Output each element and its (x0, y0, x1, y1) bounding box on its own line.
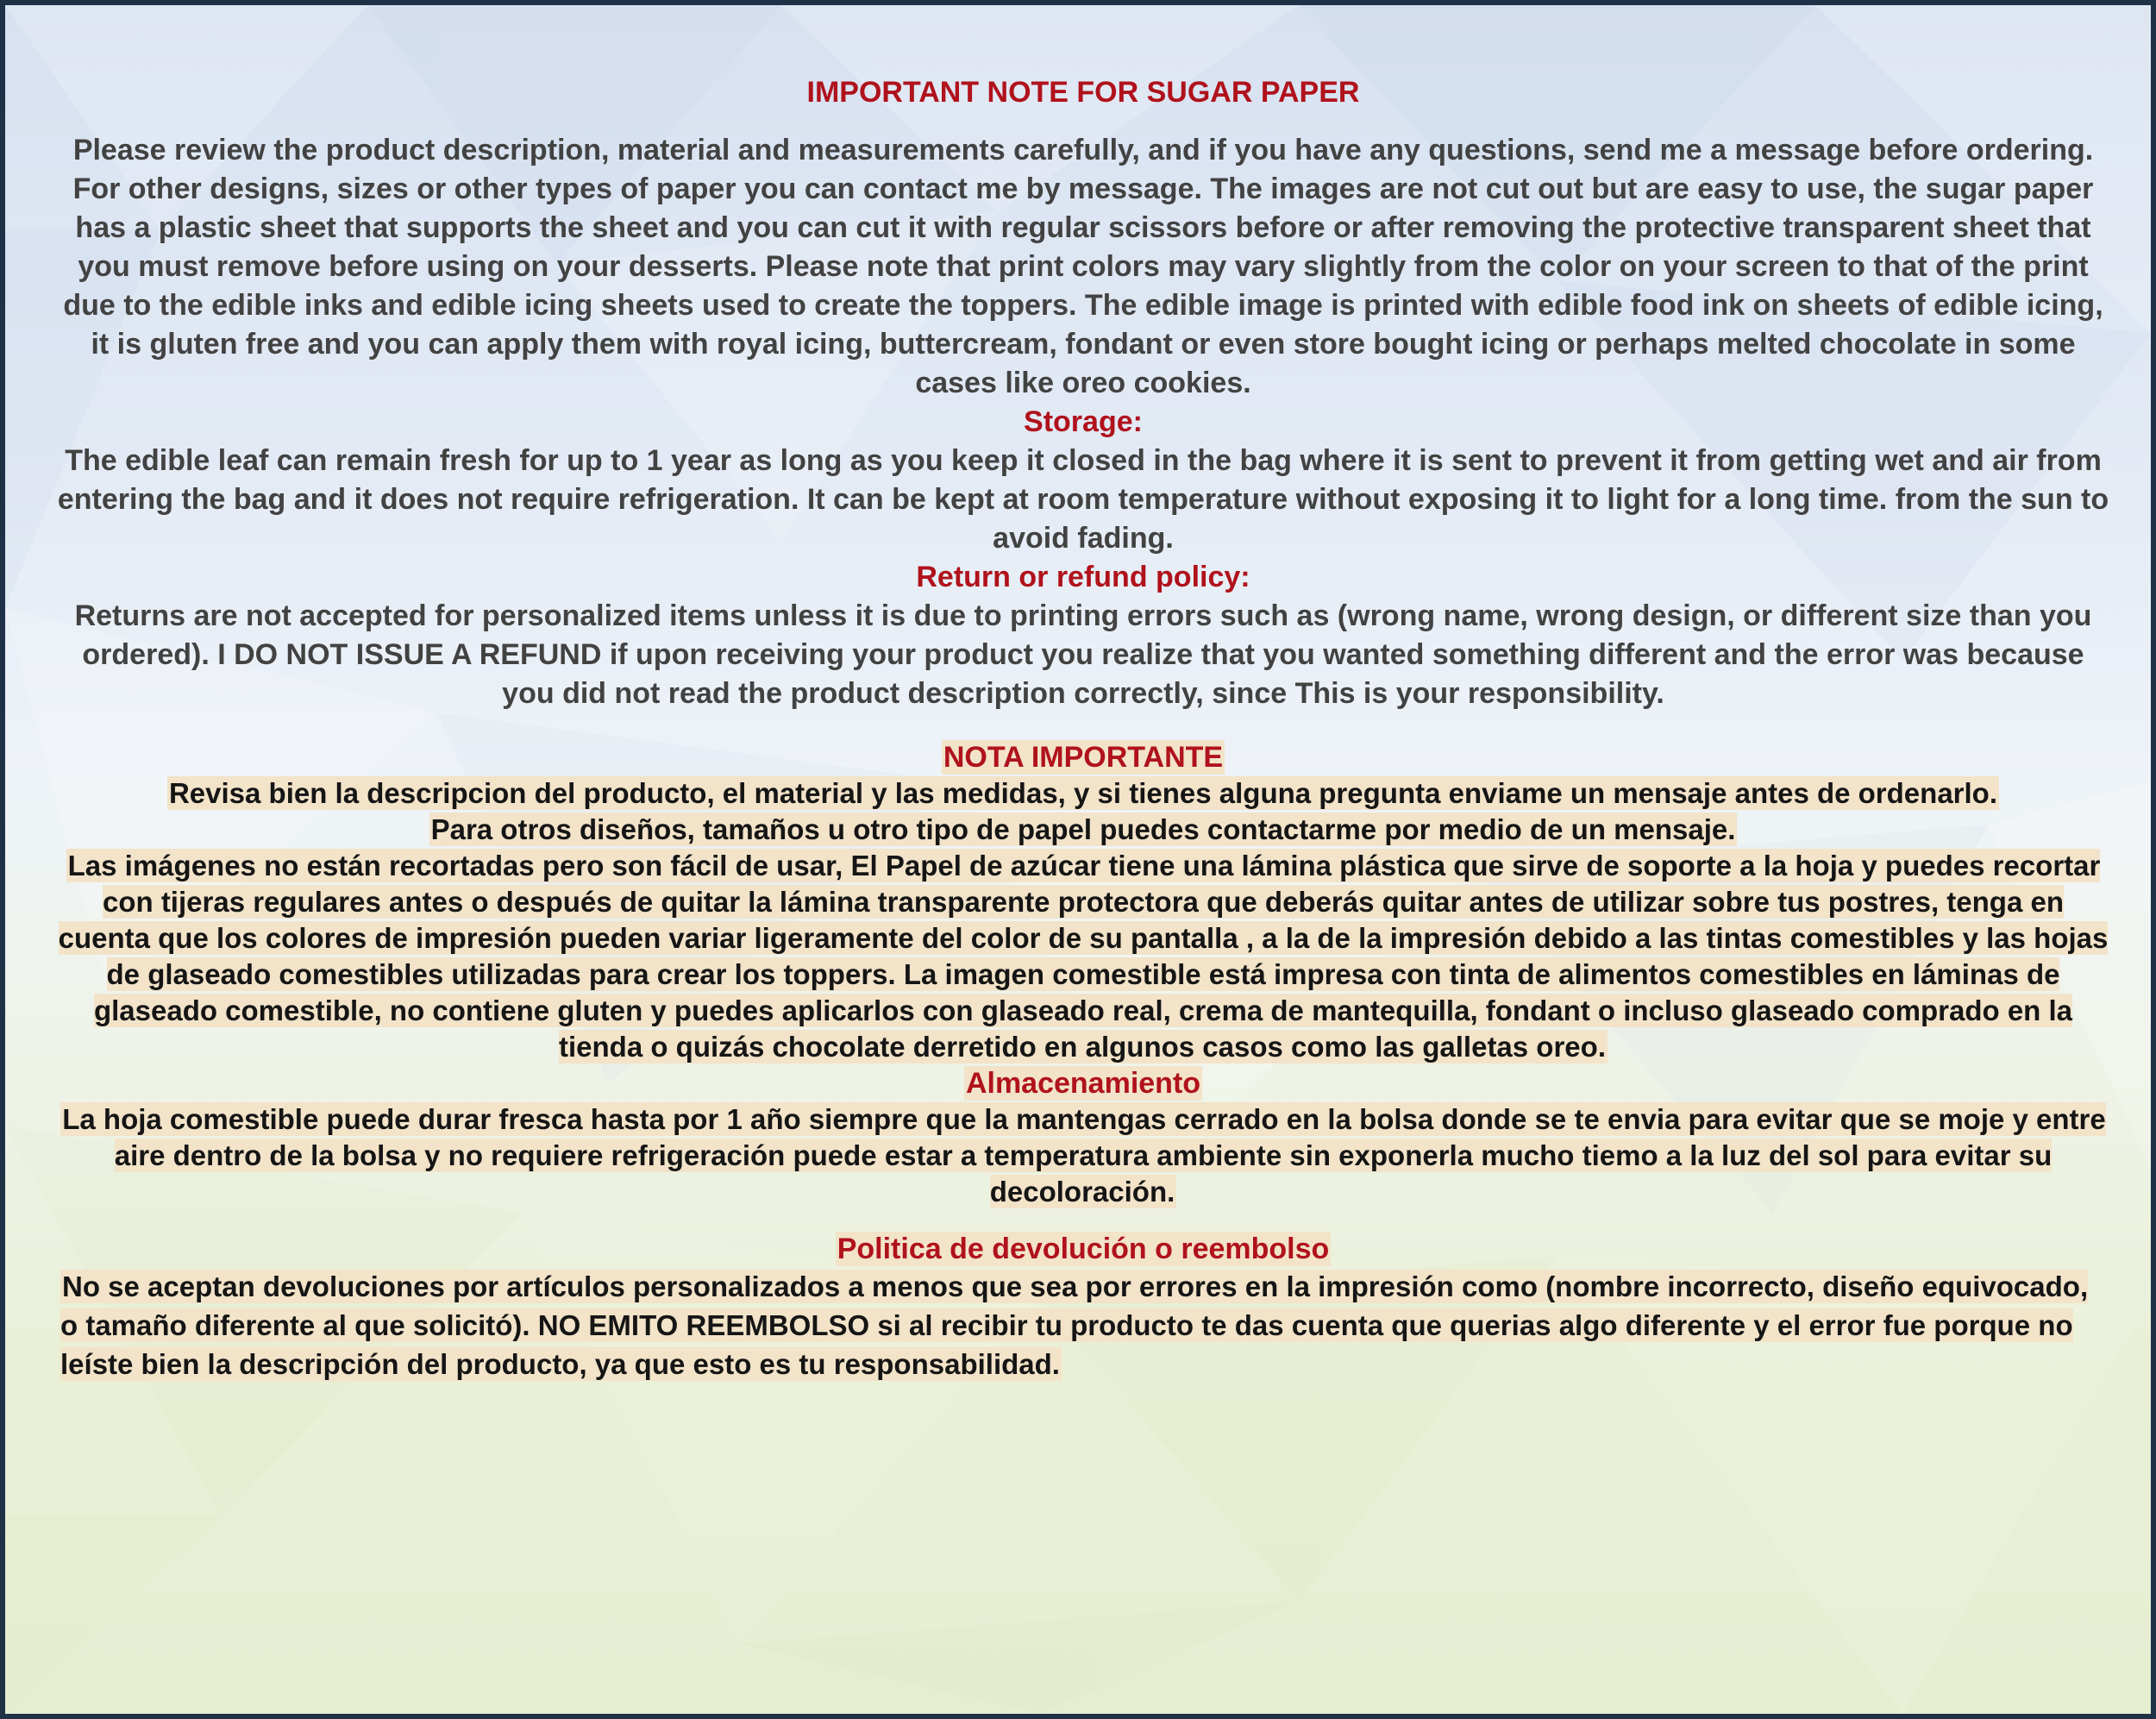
spanish-return-heading-text: Politica de devolución o reembolso (837, 1233, 1330, 1265)
english-storage-heading: Storage: (1024, 405, 1143, 438)
english-intro: Please review the product description, material and measurements carefully, and if you have any questions, send me a message before ordering. For other designs, sizes or other types of paper you can contact me by message. The images are not cut out but are easy to use, the sugar paper has a plastic sheet that supports the sheet and you can cut it with regular scissors before or after removing the protective transparent sheet that you must remove before using on your desserts. Please note that print colors may vary slightly from the color on your screen to that of the print due to the edible inks and edible icing sheets used to create the toppers. The edible image is printed with edible food ink on sheets of edible icing, it is gluten free and you can apply them with royal icing, buttercream, fondant or even store bought icing or perhaps melted chocolate in some cases like oreo cookies. (63, 134, 2103, 399)
spanish-line-1 (57, 775, 2109, 812)
spanish-line-3-text: Las imágenes no están recortadas pero son fácil de usar, El Papel de azúcar tiene una lámina plástica que sirve de soporte a la hoja y puedes recortar con tijeras regulares antes o después de quitar la lámina transparente protectora que deberás quitar antes de utilizar sobre tus postres, tenga en cuenta que los colores de impresión pueden variar ligeramente del color de su pantalla , a la de la impresión debido a las tintas comestibles y las hojas de glaseado comestibles utilizadas para crear los toppers. La imagen comestible está impresa con tinta de alimentos comestibles en láminas de glaseado comestible, no contiene gluten y puedes aplicarlos con glaseado real, crema de mantequilla, fondant o incluso glaseado comprado en la tienda o quizás chocolate derretido en algunos casos como las galletas oreo. (58, 850, 2109, 1063)
spanish-storage-heading-text: Almacenamiento (965, 1067, 1201, 1100)
spanish-title (57, 739, 2109, 775)
spanish-storage-heading (57, 1065, 2109, 1101)
spanish-line-3 (57, 848, 2109, 1065)
spanish-section (57, 739, 2109, 1383)
english-return-body: Returns are not accepted for personalized items unless it is due to printing errors such as (wrong name, wrong design, or different size than you ordered). I DO NOT ISSUE A REFUND if upon receiving your product you realize that you wanted something different and the error was because you did not read the product description correctly, since This is your responsibility. (74, 599, 2092, 710)
english-section (57, 71, 2109, 713)
spanish-return-body-text: No se aceptan devoluciones por artículos personalizados a menos que sea por errores en la impresión como (nombre incorrecto, diseño equivocado, o tamaño diferente al que solicitó). NO EMITO REEMBOLSO si al recibir tu producto te das cuenta que querias algo diferente y el error fue porque no leíste bien la descripción del producto, ya que esto es tu responsabilidad. (60, 1270, 2089, 1380)
english-storage-body: The edible leaf can remain fresh for up to 1 year as long as you keep it closed in the bag where it is sent to prevent it from getting wet and air from entering the bag and it does not require refrigeration. It can be kept at room temperature without exposing it to light for a long time. from the sun to avoid fading. (57, 444, 2109, 555)
notice-content (57, 71, 2109, 1383)
spanish-line-2 (57, 812, 2109, 848)
spanish-return-heading (57, 1231, 2109, 1267)
spanish-title-text: NOTA IMPORTANTE (943, 741, 1224, 774)
spanish-storage-body (57, 1101, 2109, 1210)
english-return-heading: Return or refund policy: (916, 561, 1250, 593)
spanish-storage-body-text: La hoja comestible puede durar fresca hasta por 1 año siempre que la mantengas cerrado en la bolsa donde se te envia para evitar que se moje y entre aire dentro de la bolsa y no requiere refrigeración puede estar a temperatura ambiente sin exponerla mucho tiemo a la luz del sol para evitar su decoloración. (62, 1103, 2106, 1208)
english-title: IMPORTANT NOTE FOR SUGAR PAPER (806, 76, 1360, 109)
spanish-line-1-text: Revisa bien la descripcion del producto, el material y las medidas, y si tienes alguna pregunta enviame un mensaje antes de ordenarlo. (168, 777, 1998, 809)
spanish-line-2-text: Para otros diseños, tamaños u otro tipo de papel puedes contactarme por medio de un mensaje. (430, 813, 1736, 845)
spanish-return-body (57, 1267, 2109, 1383)
